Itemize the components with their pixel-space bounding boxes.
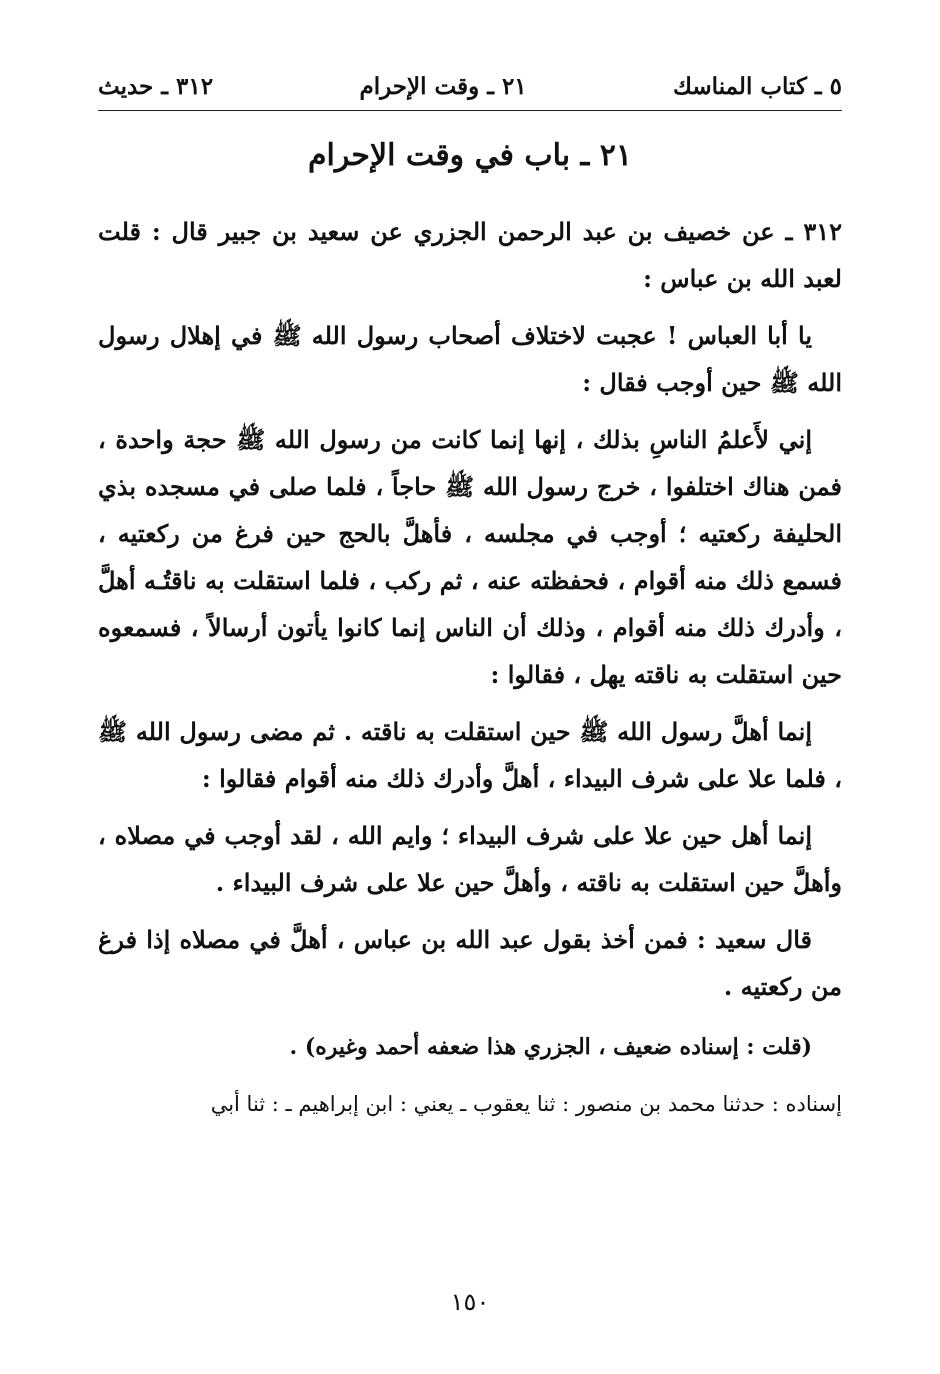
narration-paragraph-continued: إنما أهل حين علا على شرف البيداء ؛ وايم الله ، لقد أوجب في مصلاه ، وأهلَّ حين استقلت به ناقته ، وأهلَّ حين علا على شرف البيداء . <box>98 821 842 897</box>
main-text <box>98 208 842 1138</box>
saeed-statement-paragraph: قال سعيد : فمن أخذ بقول عبد الله بن عباس ، أهلَّ في مصلاه إذا فرغ من ركعتيه . <box>98 925 842 1001</box>
hadith-intro-paragraph: ٣١٢ ـ عن خصيف بن عبد الرحمن الجزري عن سعيد بن جبير قال : قلت لعبد الله بن عباس : <box>98 217 842 293</box>
header-divider <box>98 110 842 111</box>
answer-paragraph: إني لأَعلمُ الناسِ بذلك ، إنها إنما كانت من رسول الله ﷺ حجة واحدة ، فمن هناك اختلفوا ، خرج رسول الله ﷺ حاجاً ، فلما صلى في مسجده بذي الحليفة ركعتيه ؛ أوجب في مجلسه ، فأهلَّ بالحج حين فرغ من ركعتيه ، فسمع ذلك منه أقوام ، فحفظته عنه ، ثم ركب ، فلما استقلت به ناقتُـه أهلَّ ، وأدرك ذلك منه أقوام ، وذلك أن الناس إنما كانوا يأتون أرسالاً ، فسمعوه حين استقلت به ناقته يهل ، فقالوا : <box>98 425 842 689</box>
chapter-title: ٢١ ـ باب في وقت الإحرام <box>307 138 633 173</box>
running-header <box>98 66 842 106</box>
question-paragraph: يا أبا العباس ! عجبت لاختلاف أصحاب رسول الله ﷺ في إهلال رسول الله ﷺ حين أوجب فقال : <box>98 321 842 397</box>
grading-note: (قلت : إسناده ضعيف ، الجزري هذا ضعفه أحمد وغيره) . <box>289 1034 812 1060</box>
isnad-line: إسناده : حدثنا محمد بن منصور : ثنا يعقوب ـ يعني : ابن إبراهيم ـ : ثنا أبي <box>210 1092 842 1116</box>
header-chapter-title: ٢١ ـ وقت الإحرام <box>359 72 527 100</box>
header-hadith-number: ٣١٢ ـ حديث <box>98 72 214 100</box>
narration-paragraph: إنما أهلَّ رسول الله ﷺ حين استقلت به ناقته . ثم مضى رسول الله ﷺ ، فلما علا على شرف البيداء ، أهلَّ وأدرك ذلك منه أقوام فقالوا : <box>98 717 842 793</box>
header-book-title: ٥ ـ كتاب المناسك <box>673 72 842 100</box>
page-number: ١٥٠ <box>450 1288 490 1316</box>
